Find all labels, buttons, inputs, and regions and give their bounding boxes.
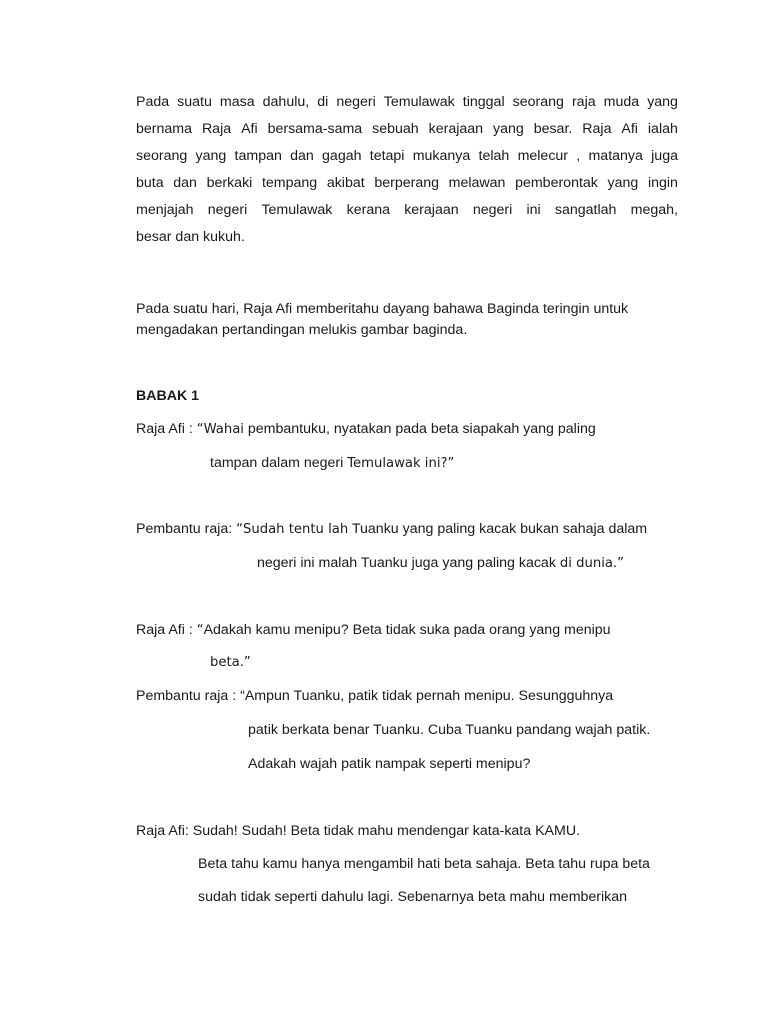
section-heading: BABAK 1 [136,388,200,404]
word: yang [195,148,227,164]
word: gagah [322,148,362,164]
dialogue-text: “ [196,623,204,638]
word: Raja [201,121,232,137]
word: yang [647,94,678,110]
word: negeri [472,202,513,218]
word: seorang [512,94,564,110]
intro-line [136,95,678,109]
word: ingin [647,175,678,191]
dialogue-line: beta.” [210,655,251,670]
dialogue-line [136,522,647,536]
word: suatu [177,94,212,110]
word: ini [526,202,541,218]
speaker-label: Raja Afi : [136,421,197,437]
paragraph-line: mengadakan pertandingan melukis gambar baginda. [136,322,468,338]
dialogue-line: Raja Afi: Sudah! Sudah! Beta tidak mahu mendengar kata-kata KAMU. [136,823,581,839]
word: Afi [241,121,258,137]
intro-line [136,149,678,163]
word: sangatlah [554,202,617,218]
dialogue-text: Adakah kamu menipu? Beta tidak suka pada orang yang menipu [203,622,611,638]
word: yang [607,175,639,191]
word: mukanya [412,148,471,164]
intro-line: besar dan kukuh. [136,229,245,245]
word: megah, [630,202,678,218]
word: Pada [136,94,170,110]
dialogue-text: Temulawak ini?” [347,456,455,471]
word: besar. [533,121,573,137]
paragraph-line: Pada suatu hari, Raja Afi memberitahu dayang bahawa Baginda teringin untuk [136,301,629,317]
dialogue-text: tampan dalam negeri [210,455,348,471]
dialogue-line: sudah tidak seperti dahulu lagi. Sebenarnya beta mahu memberikan [198,889,628,905]
word: raja [571,94,596,110]
word: berkaki [206,175,253,191]
word: pemberontak [515,175,598,191]
word: dan [173,175,197,191]
intro-line [136,122,678,136]
word: matanya [588,148,643,164]
word: tampan [234,148,282,164]
word: Raja [582,121,612,137]
dialogue-line [136,422,596,436]
word: bersama-sama [267,121,363,137]
dialogue-text: “Wahai [196,422,244,437]
word: tinggal [462,94,505,110]
word: juga [651,148,678,164]
word: negeri [336,94,376,110]
dialogue-text: negeri ini malah Tuanku juga yang paling kacak [257,555,560,571]
word: ialah [647,121,678,137]
dialogue-text: “Sudah tentu lah [236,522,349,537]
word: bernama [136,121,192,137]
dialogue-line: Adakah wajah patik nampak seperti menipu? [248,756,531,772]
word: melecur [517,148,569,164]
dialogue-line: patik berkata benar Tuanku. Cuba Tuanku pandang wajah patik. [248,722,651,738]
dialogue-text: Tuanku yang paling kacak bukan sahaja dalam [348,521,648,537]
word: tempang [261,175,318,191]
intro-line [136,203,678,217]
word: sebuah [372,121,419,137]
dialogue-line: Beta tahu kamu hanya mengambil hati beta sahaja. Beta tahu rupa beta [198,856,650,872]
word: kerajaan [404,202,459,218]
word: menjajah [136,202,194,218]
dialogue-line [136,623,611,637]
word: telah [478,148,510,164]
word: dahulu, [262,94,310,110]
dialogue-text: pembantuku, nyatakan pada beta siapakah yang paling [243,421,596,437]
word: masa [219,94,255,110]
word: Temulawak [261,202,333,218]
word: Afi [621,121,638,137]
word: , [576,148,581,164]
speaker-label: Raja Afi : [136,622,197,638]
word: kerajaan [428,121,484,137]
word: berperang [374,175,440,191]
word: tetapi [369,148,405,164]
word: negeri [207,202,248,218]
dialogue-line: Pembantu raja : “Ampun Tuanku, patik tidak pernah menipu. Sesungguhnya [136,688,614,704]
word: di [317,94,329,110]
word: seorang [136,148,188,164]
word: melawan [448,175,506,191]
word: buta [136,175,164,191]
dialogue-text: di dunia.” [559,556,624,571]
word: Temulawak [383,94,455,110]
word: yang [492,121,524,137]
word: akibat [326,175,365,191]
intro-line [136,176,678,190]
dialogue-line [257,556,624,570]
word: dan [290,148,314,164]
speaker-label: Pembantu raja: [136,521,237,537]
word: muda [603,94,640,110]
word: kerana [346,202,390,218]
dialogue-line [210,456,454,470]
